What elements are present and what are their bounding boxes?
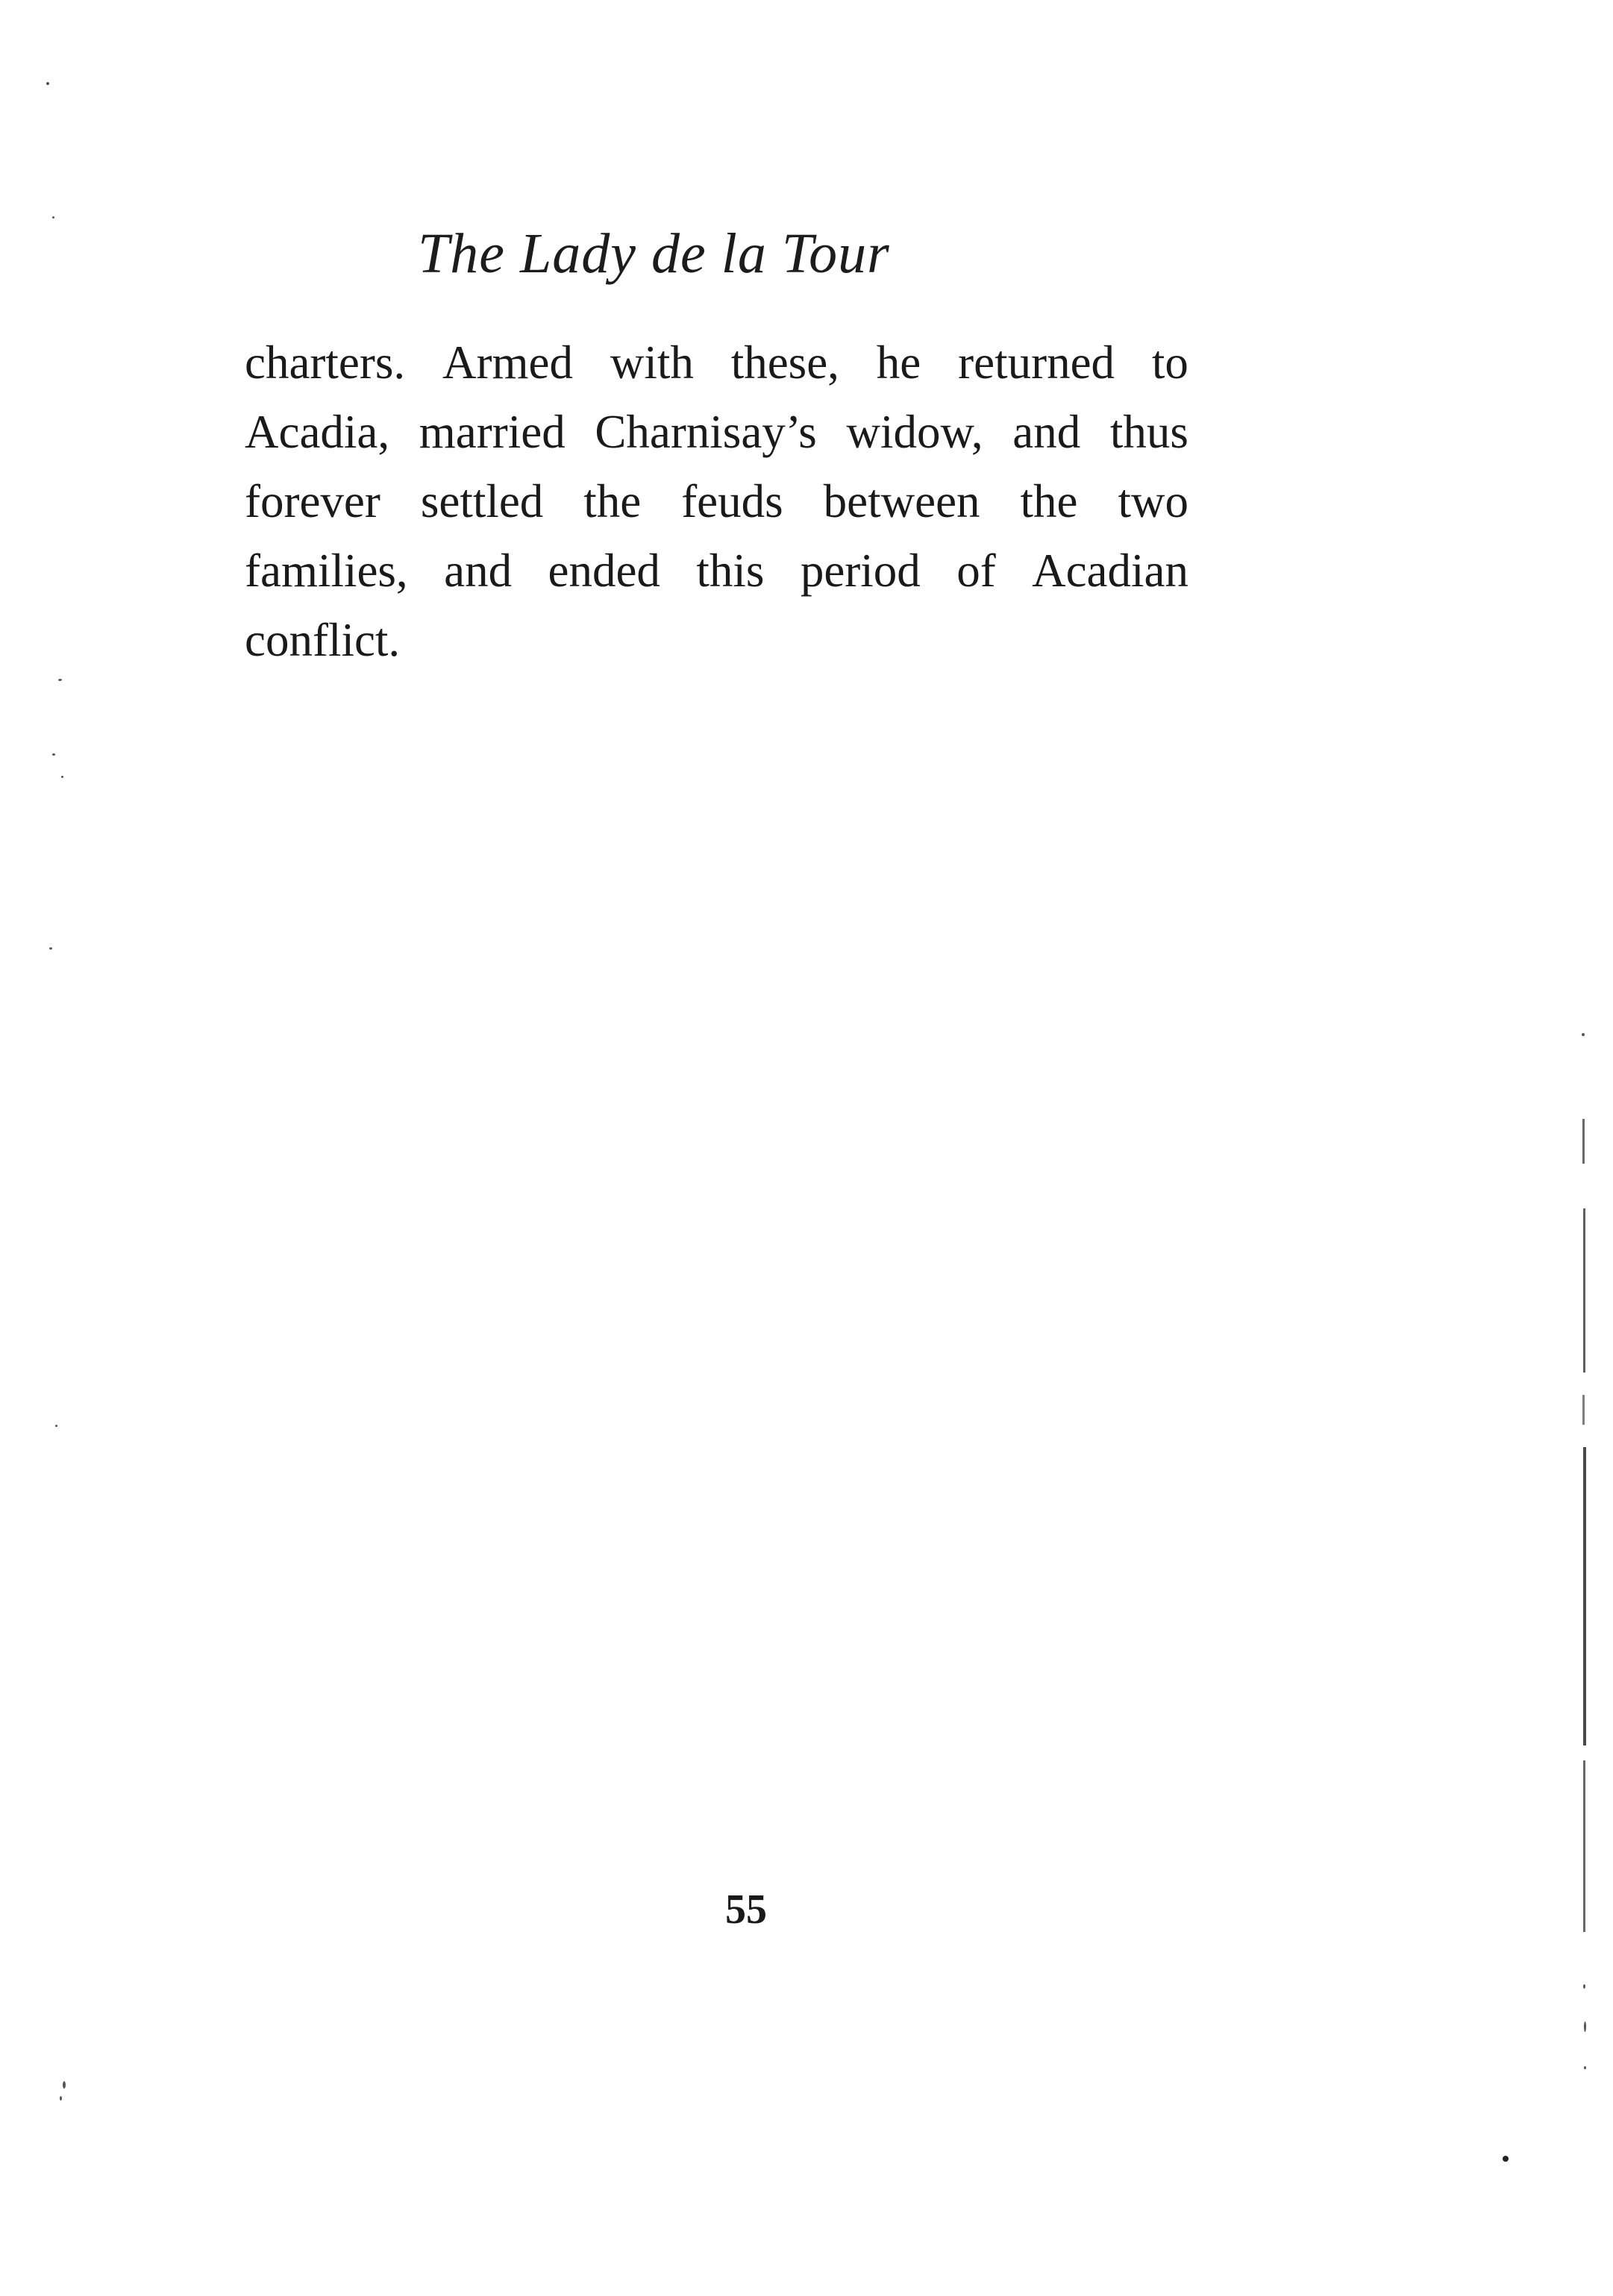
word: settled — [420, 475, 544, 527]
scan-speck — [1584, 2021, 1586, 2032]
scan-speck — [61, 776, 63, 778]
page-edge-mark — [1582, 1395, 1585, 1425]
body-paragraph — [245, 328, 1188, 675]
scan-speck — [52, 753, 55, 756]
page-edge-mark — [1583, 1208, 1585, 1373]
word: these, — [730, 336, 839, 389]
word: forever — [245, 475, 380, 527]
word: this — [696, 545, 765, 597]
word: and — [444, 545, 513, 597]
word: thus — [1109, 406, 1188, 458]
word: Acadia, — [245, 406, 390, 458]
word: with — [610, 336, 694, 389]
scan-speck — [1503, 2156, 1509, 2162]
scan-speck — [1582, 1033, 1585, 1036]
page-edge-mark — [1583, 1447, 1586, 1745]
word: two — [1118, 475, 1188, 527]
word: the — [583, 475, 642, 527]
word: Armed — [442, 336, 573, 389]
text-line — [245, 536, 1188, 606]
scan-speck — [55, 1425, 57, 1427]
page-edge-mark — [1582, 1119, 1585, 1164]
scan-speck — [1583, 1984, 1585, 1989]
scan-speck — [63, 2081, 66, 2089]
word: to — [1151, 336, 1188, 389]
scan-speck — [60, 2096, 62, 2101]
text-line — [245, 398, 1188, 467]
word: conflict. — [245, 614, 401, 666]
word: and — [1012, 406, 1081, 458]
text-line — [245, 606, 1188, 675]
scan-speck — [52, 216, 54, 219]
word: he — [876, 336, 921, 389]
word: returned — [958, 336, 1115, 389]
word: between — [823, 475, 980, 527]
page-number: 55 — [725, 1886, 767, 1933]
word: of — [956, 545, 996, 597]
word: Charnisay’s — [595, 406, 817, 458]
text-line — [245, 467, 1188, 536]
word: ended — [548, 545, 660, 597]
text-line — [245, 328, 1188, 398]
word: married — [419, 406, 566, 458]
running-head: The Lady de la Tour — [418, 222, 890, 285]
page-edge-mark — [1583, 1760, 1585, 1932]
word: charters. — [245, 336, 406, 389]
scan-speck — [58, 679, 62, 681]
word: families, — [245, 545, 408, 597]
word: widow, — [846, 406, 983, 458]
word: period — [800, 545, 921, 597]
scan-speck — [1584, 2066, 1586, 2069]
word: the — [1020, 475, 1078, 527]
word: feuds — [681, 475, 783, 527]
scan-speck — [46, 82, 49, 85]
word: Acadian — [1032, 545, 1188, 597]
scan-speck — [49, 947, 52, 950]
